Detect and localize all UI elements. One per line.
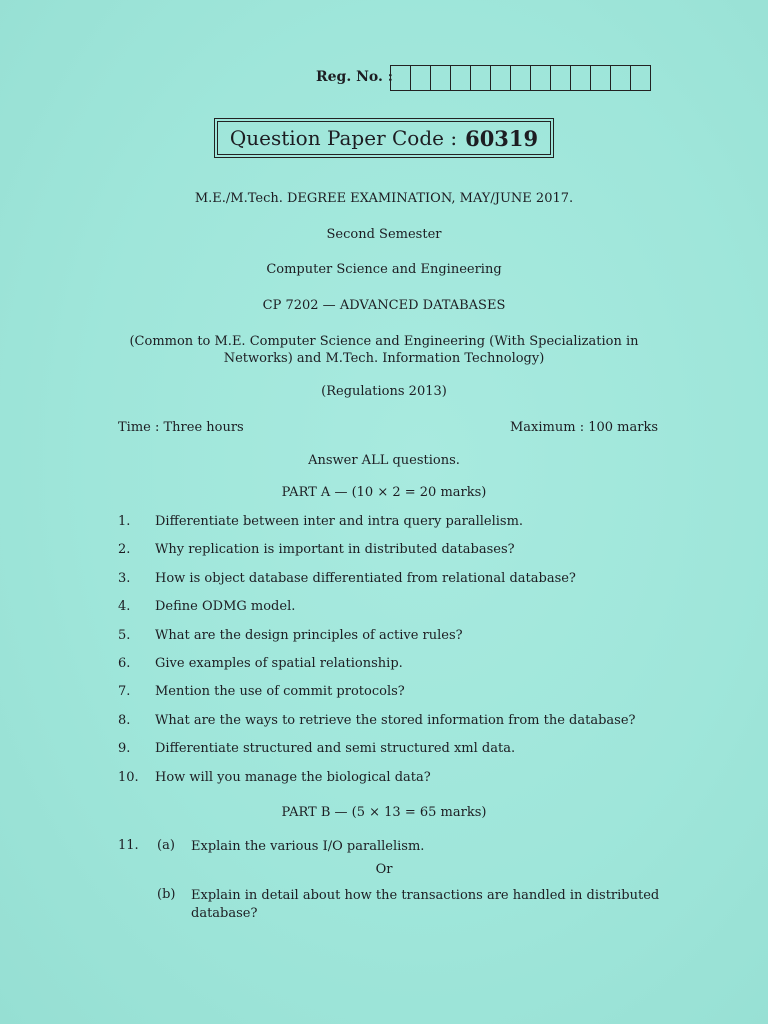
instruction: Answer ALL questions. (308, 453, 460, 468)
reg-no-digit-box (491, 66, 511, 90)
question-11b-label: (b) (157, 887, 176, 902)
or-separator: Or (375, 862, 393, 877)
question-paper-code-number: 60319 (465, 125, 539, 151)
exam-title: M.E./M.Tech. DEGREE EXAMINATION, MAY/JUNE 2017. (194, 191, 574, 206)
question-number: 1. (118, 514, 131, 529)
question-text: Why replication is important in distributed databases? (155, 542, 515, 557)
part-b-title: PART B — (5 × 13 = 65 marks) (281, 805, 487, 820)
question-number: 8. (118, 713, 131, 728)
question-number: 2. (118, 542, 131, 557)
question-text: What are the ways to retrieve the stored information from the database? (155, 713, 636, 728)
reg-no-digit-box (531, 66, 551, 90)
question-text: Define ODMG model. (155, 599, 296, 614)
question-text: How will you manage the biological data? (155, 770, 431, 785)
question-text: Give examples of spatial relationship. (155, 656, 403, 671)
reg-no-digit-box (391, 66, 411, 90)
question-number: 4. (118, 599, 131, 614)
reg-no-boxes (390, 65, 651, 91)
semester: Second Semester (326, 227, 442, 242)
maximum-marks: Maximum : 100 marks (510, 420, 659, 435)
question-11a-text: Explain the various I/O parallelism. (191, 839, 425, 854)
question-text: What are the design principles of active rules? (155, 628, 463, 643)
time-allowed: Time : Three hours (118, 420, 244, 435)
reg-no-digit-box (511, 66, 531, 90)
question-number: 5. (118, 628, 131, 643)
department: Computer Science and Engineering (266, 262, 502, 277)
question-number: 9. (118, 741, 131, 756)
reg-no-digit-box (631, 66, 650, 90)
question-text: Mention the use of commit protocols? (155, 684, 405, 699)
reg-no-label: Reg. No. : (316, 69, 393, 85)
reg-no-digit-box (551, 66, 571, 90)
question-11a-label: (a) (157, 838, 175, 853)
reg-no-digit-box (411, 66, 431, 90)
reg-no-digit-box (611, 66, 631, 90)
question-11b-text: Explain in detail about how the transactions are handled in distributed database? (191, 888, 660, 921)
regulations: (Regulations 2013) (321, 384, 447, 399)
course-title: CP 7202 — ADVANCED DATABASES (262, 298, 506, 313)
question-text: How is object database differentiated from relational database? (155, 571, 576, 586)
reg-no-digit-box (471, 66, 491, 90)
question-number: 10. (118, 770, 139, 785)
question-11-number: 11. (118, 838, 139, 853)
reg-no-digit-box (591, 66, 611, 90)
common-note-line1: (Common to M.E. Computer Science and Engineering (With Specialization in (129, 334, 639, 349)
question-number: 6. (118, 656, 131, 671)
reg-no-digit-box (451, 66, 471, 90)
reg-no-digit-box (431, 66, 451, 90)
question-text: Differentiate between inter and intra query parallelism. (155, 514, 524, 529)
reg-no-digit-box (571, 66, 591, 90)
question-number: 3. (118, 571, 131, 586)
question-paper-code-box (217, 121, 551, 155)
common-note-line2: Networks) and M.Tech. Information Technology) (223, 351, 545, 366)
question-number: 7. (118, 684, 131, 699)
question-text: Differentiate structured and semi structured xml data. (155, 741, 516, 756)
question-paper-code-label: Question Paper Code : (229, 126, 458, 150)
part-a-title: PART A — (10 × 2 = 20 marks) (281, 485, 487, 500)
